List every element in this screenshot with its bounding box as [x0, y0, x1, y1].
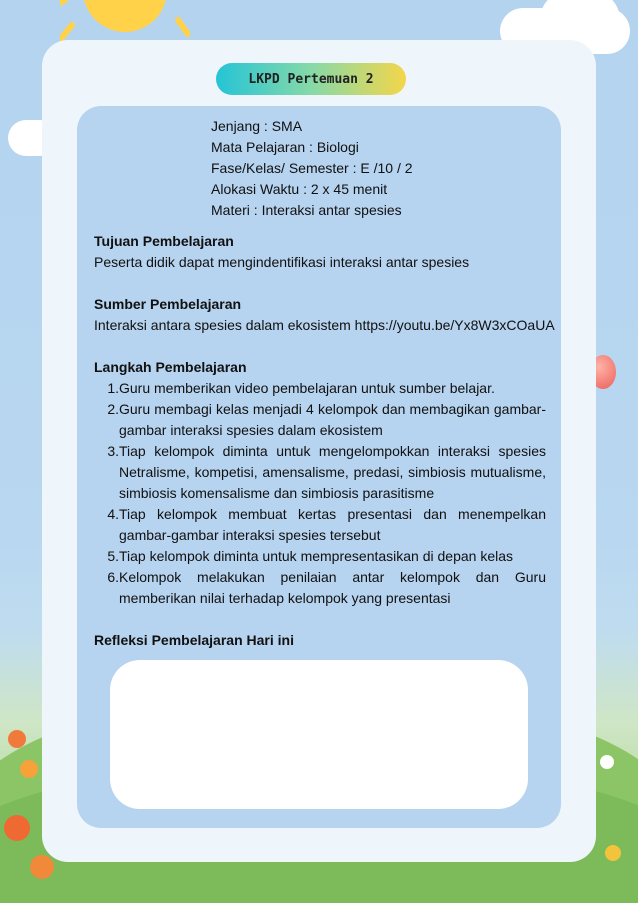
tujuan-text: Peserta didik dapat mengindentifikasi interaksi antar spesies — [94, 254, 470, 270]
title-badge — [216, 63, 406, 95]
flower-icon — [600, 755, 614, 769]
list-item: 2. Guru membagi kelas menjadi 4 kelompok dan membagikan gambar-gambar interaksi spesies dalam ekosistem — [107, 401, 546, 438]
sumber-title: Sumber Pembelajaran — [94, 296, 242, 312]
flower-icon — [30, 855, 54, 879]
worksheet-content — [94, 231, 555, 651]
info-fase: Fase/Kelas/ Semester : E /10 / 2 — [211, 160, 413, 176]
refleksi-answer-box[interactable] — [110, 660, 528, 809]
tujuan-title: Tujuan Pembelajaran — [94, 233, 234, 249]
flower-icon — [4, 815, 30, 841]
list-item: 5. Tiap kelompok diminta untuk mempresentasikan di depan kelas — [107, 548, 514, 564]
info-jenjang: Jenjang : SMA — [211, 118, 303, 134]
lesson-info — [211, 116, 413, 221]
info-materi: Materi : Interaksi antar spesies — [211, 202, 402, 218]
sumber-text: Interaksi antara spesies dalam ekosistem https://youtu.be/Yx8W3xCOaUA — [94, 317, 555, 333]
badge-label: LKPD Pertemuan 2 — [248, 71, 374, 87]
flower-icon — [605, 845, 621, 861]
langkah-list — [94, 378, 546, 609]
list-item: 3. Tiap kelompok diminta untuk mengelompokkan interaksi spesies Netralisme, kompetisi, amensalisme, predasi, simbiosis mutualisme, simbiosis komensalisme dan simbiosis parasitisme — [107, 443, 546, 501]
refleksi-title: Refleksi Pembelajaran Hari ini — [94, 632, 294, 648]
info-mapel: Mata Pelajaran : Biologi — [211, 139, 359, 155]
langkah-title: Langkah Pembelajaran — [94, 359, 247, 375]
list-item: 6. Kelompok melakukan penilaian antar kelompok dan Guru memberikan nilai terhadap kelompok yang presentasi — [107, 569, 546, 606]
list-item: 4. Tiap kelompok membuat kertas presentasi dan menempelkan gambar-gambar interaksi spesies tersebut — [107, 506, 546, 543]
info-alokasi: Alokasi Waktu : 2 x 45 menit — [211, 181, 388, 197]
list-item: 1. Guru memberikan video pembelajaran untuk sumber belajar. — [107, 380, 495, 396]
flower-icon — [20, 760, 38, 778]
flower-icon — [8, 730, 26, 748]
